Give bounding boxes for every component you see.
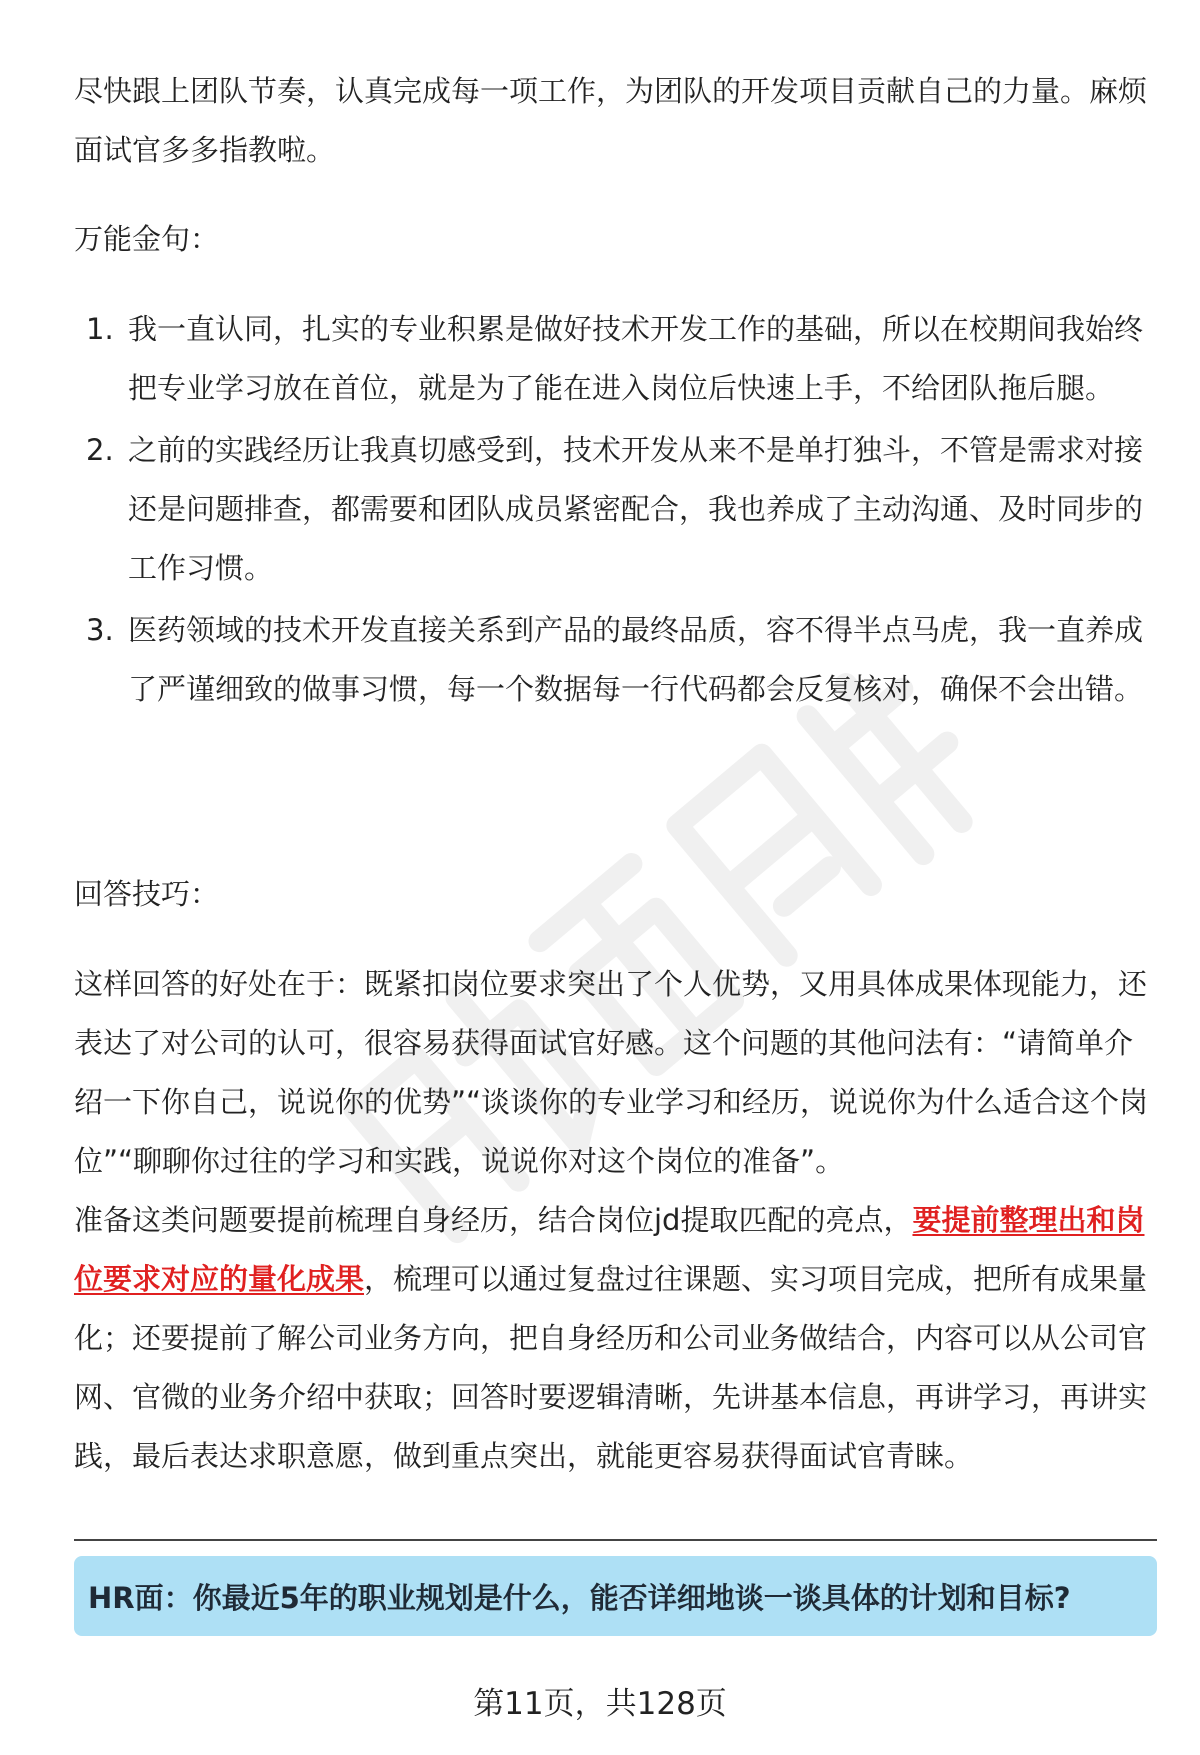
tip-paragraph-1: 这样回答的好处在于：既紧扣岗位要求突出了个人优势，又用具体成果体现能力，还表达了对公司的认可，很容易获得面试官好感。这个问题的其他问法有：“请简单介绍一下你自己，说说你的优势”“谈谈你的专业学习和经历，说说你为什么适合这个岗位”“聊聊你过往的学习和实践，说说你对这个岗位的准备”。 — [74, 967, 1149, 1178]
hr-question-banner — [74, 1556, 1157, 1636]
list-item-number: 2. — [86, 433, 114, 467]
list-item-text: 之前的实践经历让我真切感受到，技术开发从来不是单打独斗，不管是需求对接还是问题排查，都需要和团队成员紧密配合，我也养成了主动沟通、及时同步的工作习惯。 — [128, 433, 1144, 585]
wanneng-list — [74, 300, 1157, 722]
list-item-text: 医药领域的技术开发直接关系到产品的最终品质，容不得半点马虎，我一直养成了严谨细致的做事习惯，每一个数据每一行代码都会反复核对，确保不会出错。 — [128, 613, 1144, 706]
tip-text-after: ，梳理可以通过复盘过往课题、实习项目完成，把所有成果量化；还要提前了解公司业务方向，把自身经历和公司业务做结合，内容可以从公司官网、官微的业务介绍中获取；回答时要逻辑清晰，先讲基本信息，再讲学习，再讲实践，最后表达求职意愿，做到重点突出，就能更容易获得面试官青睐。 — [74, 1262, 1148, 1473]
list-item — [74, 300, 1157, 418]
list-item-text: 我一直认同，扎实的专业积累是做好技术开发工作的基础，所以在校期间我始终把专业学习放在首位，就是为了能在进入岗位后快速上手，不给团队拖后腿。 — [128, 312, 1144, 405]
section-heading-huida: 回答技巧： — [74, 877, 220, 911]
page-number: 第11页，共128页 — [473, 1686, 727, 1722]
list-item — [74, 421, 1157, 598]
hr-question-text: HR面：你最近5年的职业规划是什么，能否详细地谈一谈具体的计划和目标? — [88, 1580, 1071, 1615]
list-item-number: 1. — [86, 312, 114, 346]
list-item — [74, 601, 1157, 719]
tip-text-before: 准备这类问题要提前梳理自身经历，结合岗位jd提取匹配的亮点， — [74, 1203, 913, 1237]
tip-paragraph-2 — [74, 1191, 1157, 1486]
list-item-number: 3. — [86, 613, 114, 647]
highlighted-key-point: 要提前整理出和岗位要求对应的量化成果 — [74, 1203, 1145, 1296]
intro-paragraph: 尽快跟上团队节奏，认真完成每一项工作，为团队的开发项目贡献自己的力量。麻烦面试官多多指教啦。 — [74, 74, 1148, 167]
section-divider — [74, 1539, 1157, 1541]
section-heading-wanneng: 万能金句： — [74, 222, 220, 256]
